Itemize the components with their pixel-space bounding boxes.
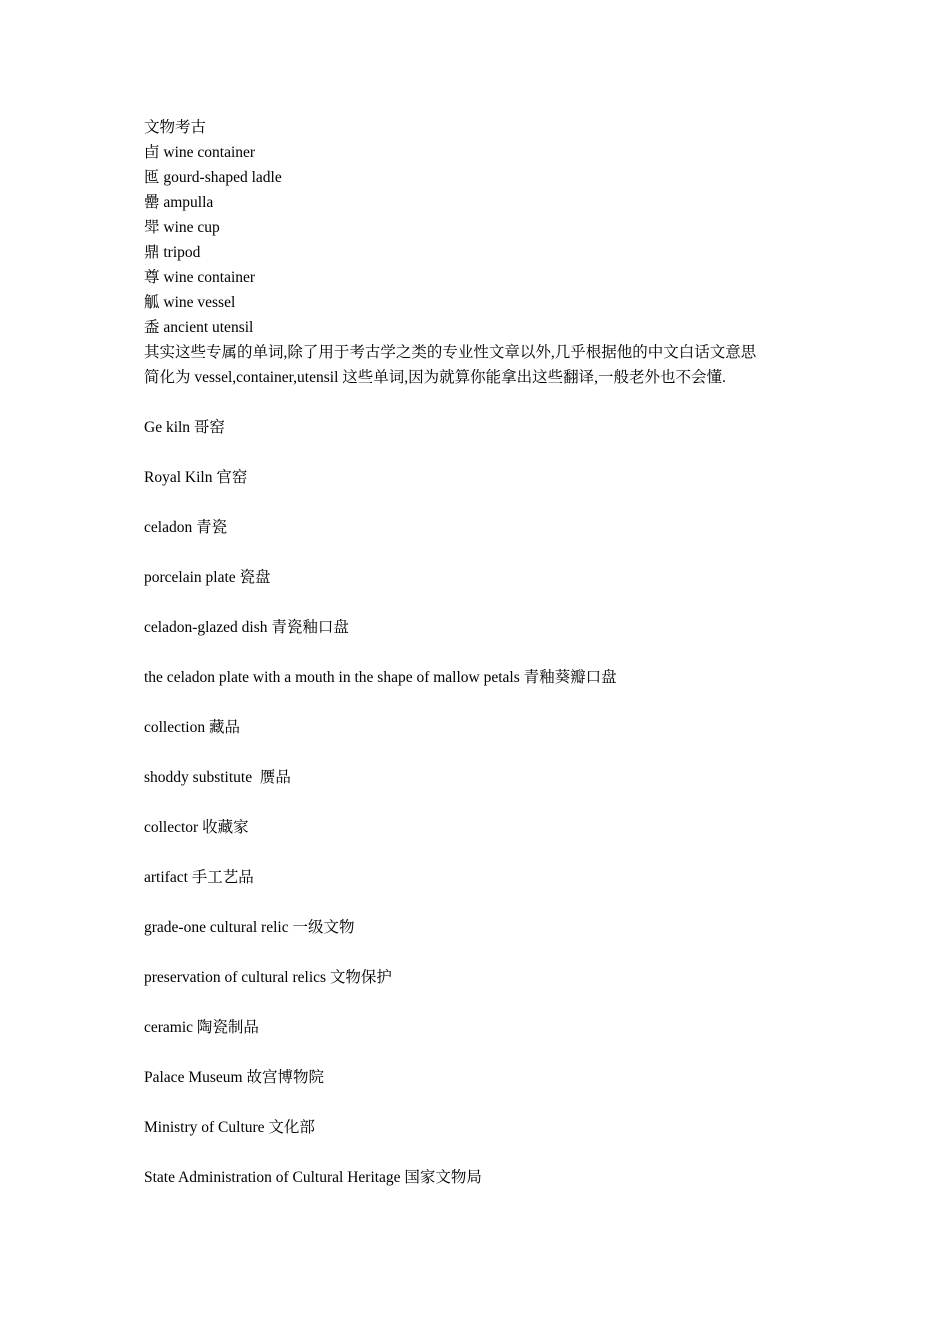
term-item: preservation of cultural relics 文物保护 [144, 969, 392, 986]
vessel-item: 鼎 tripod [144, 244, 201, 261]
term-item: artifact 手工艺品 [144, 869, 254, 886]
document-body [144, 115, 824, 1215]
term-item: State Administration of Cultural Heritage 国家文物局 [144, 1169, 482, 1186]
vessel-item: 匜 gourd-shaped ladle [144, 169, 282, 186]
term-item: grade-one cultural relic 一级文物 [144, 919, 355, 936]
term-item: Royal Kiln 官窑 [144, 469, 248, 486]
term-item: shoddy substitute 赝品 [144, 769, 291, 786]
term-item: celadon-glazed dish 青瓷釉口盘 [144, 619, 349, 636]
term-item: Ge kiln 哥窑 [144, 419, 225, 436]
section-heading: 文物考古 [144, 119, 207, 136]
vessel-item: 斝 wine cup [144, 219, 220, 236]
vessel-list [144, 140, 824, 340]
term-item: celadon 青瓷 [144, 519, 228, 536]
note-line-2: 简化为 vessel,container,utensil 这些单词,因为就算你能拿出这些翻译,一般老外也不会懂. [144, 369, 726, 386]
term-item: porcelain plate 瓷盘 [144, 569, 271, 586]
term-item: ceramic 陶瓷制品 [144, 1019, 259, 1036]
term-item: Ministry of Culture 文化部 [144, 1119, 315, 1136]
term-item: collection 藏品 [144, 719, 240, 736]
translation-note [144, 340, 824, 390]
term-item: Palace Museum 故宫博物院 [144, 1069, 324, 1086]
vessel-item: 觚 wine vessel [144, 294, 236, 311]
vessel-item: 罍 ampulla [144, 194, 214, 211]
vessel-item: 尊 wine container [144, 269, 256, 286]
note-line-1: 其实这些专属的单词,除了用于考古学之类的专业性文章以外,几乎根据他的中文白话文意思 [144, 344, 757, 361]
vessel-item: 卣 wine container [144, 144, 256, 161]
vessel-item: 盉 ancient utensil [144, 319, 254, 336]
term-item: collector 收藏家 [144, 819, 249, 836]
term-list [144, 415, 824, 1190]
term-item: the celadon plate with a mouth in the shape of mallow petals 青釉葵瓣口盘 [144, 669, 617, 686]
